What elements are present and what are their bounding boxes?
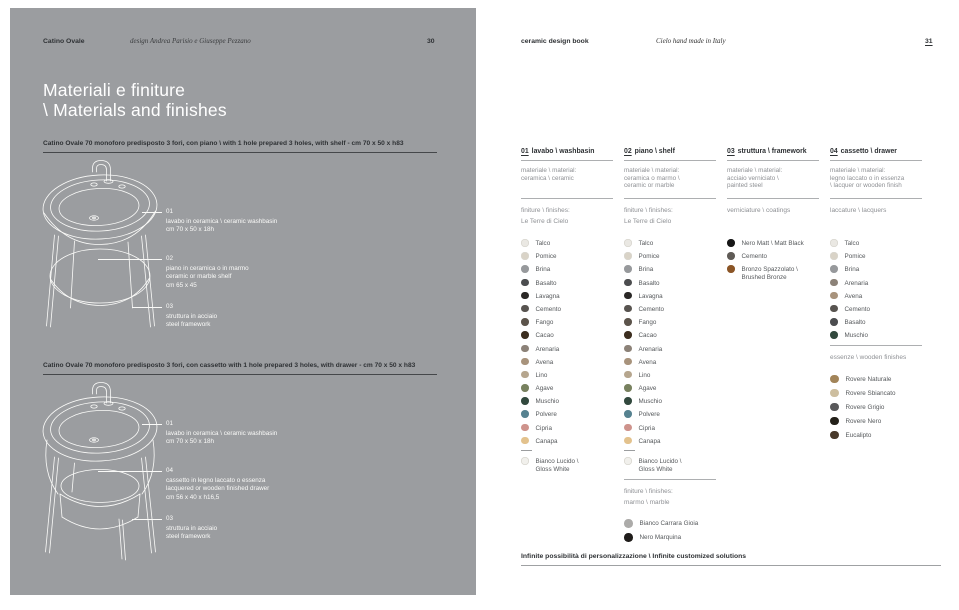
swatch-row <box>830 417 922 426</box>
swatch-row <box>727 239 819 248</box>
swatch-label: Canapa <box>638 437 661 445</box>
extra-section-heading: finiture \ finishes: marmo \ marble <box>624 488 673 506</box>
swatch-row <box>521 252 613 261</box>
color-swatch-dot <box>830 305 838 313</box>
color-swatch-dot <box>624 384 632 392</box>
annotation-number: 01 <box>166 208 174 215</box>
column-title: struttura \ framework <box>737 148 807 155</box>
swatch-label: Bronzo Spazzolato \ Brushed Bronze <box>741 266 798 282</box>
swatch-label: Cacao <box>638 332 657 340</box>
swatch-row <box>521 410 613 419</box>
annotation-03 <box>166 515 296 542</box>
swatch-list <box>830 237 922 340</box>
swatch-label: Bianco Lucido \ Gloss White <box>638 458 682 473</box>
right-page-header <box>521 38 941 50</box>
color-swatch-dot <box>521 239 529 247</box>
color-swatch-dot <box>521 345 529 353</box>
swatch-label: Nero Matt \ Matt Black <box>741 240 804 247</box>
swatch-row <box>830 431 922 440</box>
annotation-text: cm 70 x 50 x 18h <box>166 438 214 446</box>
color-swatch-dot <box>624 265 632 273</box>
annotation-text: cassetto in legno laccato o essenza <box>166 476 266 484</box>
swatch-row <box>521 371 613 380</box>
column-number: 02 <box>624 148 632 155</box>
color-swatch-dot <box>521 305 529 313</box>
swatch-label: Cipria <box>535 424 552 432</box>
swatch-row <box>624 265 716 274</box>
book-title: ceramic design book <box>521 38 589 45</box>
swatch-row <box>624 533 716 542</box>
swatch-list <box>624 237 716 474</box>
swatch-label: Rovere Sbiancato <box>845 389 896 397</box>
swatch-label: Bianco Carrara Gioia <box>639 520 699 527</box>
extra-swatch-list <box>830 373 922 440</box>
swatch-label: Polvere <box>535 411 557 419</box>
color-swatch-dot <box>521 252 529 260</box>
color-swatch-dot <box>624 371 632 379</box>
swatch-label: Arenaria <box>844 279 869 287</box>
swatch-label: Brina <box>844 266 860 274</box>
swatch-label: Cemento <box>535 305 562 313</box>
swatch-divider <box>624 450 635 451</box>
leader-line <box>98 471 162 472</box>
swatch-row <box>521 279 613 288</box>
swatch-label: Rovere Naturale <box>845 375 892 383</box>
color-swatch-dot <box>830 279 838 287</box>
color-swatch-dot <box>624 358 632 366</box>
color-swatch-dot <box>830 417 839 426</box>
swatch-row <box>830 403 922 412</box>
color-swatch-dot <box>830 318 838 326</box>
color-swatch-dot <box>624 279 632 287</box>
leader-line <box>142 424 162 425</box>
color-swatch-dot <box>624 239 632 247</box>
swatch-label: Nero Marquina <box>639 534 682 541</box>
swatch-label: Talco <box>638 240 654 247</box>
annotation-03 <box>166 303 296 330</box>
swatch-label: Arenaria <box>638 345 663 353</box>
swatch-row <box>624 437 716 446</box>
annotation-01 <box>166 420 296 447</box>
swatch-label: Rovere Nero <box>845 417 882 425</box>
swatch-row <box>830 331 922 340</box>
color-swatch-dot <box>624 397 632 405</box>
swatch-row <box>624 410 716 419</box>
swatch-row <box>521 457 613 474</box>
swatch-row <box>830 375 922 384</box>
color-swatch-dot <box>624 424 632 432</box>
swatch-divider <box>521 450 532 451</box>
swatch-label: Lino <box>638 371 651 379</box>
page-title-line2: \ Materials and finishes <box>43 100 227 120</box>
swatch-row <box>624 384 716 393</box>
swatch-label: Muschio <box>844 332 868 340</box>
annotation-text: cm 65 x 45 <box>166 281 197 289</box>
color-swatch-dot <box>624 318 632 326</box>
column-header <box>830 148 922 161</box>
annotation-text: steel framework <box>166 321 211 329</box>
swatch-label: Brina <box>535 266 551 274</box>
color-swatch-dot <box>521 265 529 273</box>
swatch-list <box>521 237 613 474</box>
swatch-row <box>624 318 716 327</box>
swatch-row <box>830 239 922 248</box>
column-number: 03 <box>727 148 735 155</box>
swatch-row <box>624 519 716 528</box>
swatch-row <box>521 265 613 274</box>
finish-heading: laccature \ lacquers <box>830 207 887 214</box>
color-swatch-dot <box>521 424 529 432</box>
annotation-02 <box>166 255 296 290</box>
page-number-right: 31 <box>925 38 933 45</box>
swatch-row <box>624 345 716 354</box>
color-swatch-dot <box>727 252 735 260</box>
swatch-label: Avena <box>638 358 657 366</box>
swatch-row <box>521 305 613 314</box>
section-caption-shelf: Catino Ovale 70 monoforo predisposto 3 fori, con piano \ with 1 hole prepared 3 holes, with shelf - cm 70 x 50 x h83 <box>43 140 437 153</box>
color-swatch-dot <box>521 410 529 418</box>
annotation-04 <box>166 467 296 502</box>
swatch-label: Bianco Lucido \ Gloss White <box>535 458 579 473</box>
annotation-number: 04 <box>166 467 174 474</box>
swatch-label: Lavagna <box>638 292 663 300</box>
swatch-label: Pomice <box>535 253 557 261</box>
product-name: Catino Ovale <box>43 38 85 45</box>
swatch-row <box>521 384 613 393</box>
annotation-text: steel framework <box>166 533 211 541</box>
swatch-label: Canapa <box>535 437 558 445</box>
column-header <box>521 148 613 161</box>
swatch-label: Basalto <box>844 319 866 327</box>
material-description: materiale \ material: ceramica \ ceramic <box>521 161 613 199</box>
swatch-row <box>830 292 922 301</box>
washbasin-with-drawer-line-drawing <box>38 380 163 570</box>
swatch-row <box>624 371 716 380</box>
finish-column-01 <box>521 148 613 478</box>
color-swatch-dot <box>830 252 838 260</box>
left-page-header <box>43 38 467 50</box>
color-swatch-dot <box>521 358 529 366</box>
annotation-number: 03 <box>166 303 174 310</box>
leader-line <box>132 519 162 520</box>
color-swatch-dot <box>624 457 632 465</box>
finish-column-04 <box>830 148 922 445</box>
color-swatch-dot <box>830 265 838 273</box>
column-header <box>624 148 716 161</box>
material-description: materiale \ material: legno laccato o in essenza \ lacquer or wooden finish <box>830 161 922 199</box>
finish-heading: finiture \ finishes: Le Terre di Cielo <box>521 207 570 225</box>
swatch-row <box>624 397 716 406</box>
swatch-label: Lino <box>535 371 548 379</box>
annotation-text: cm 56 x 40 x h16,5 <box>166 493 220 501</box>
column-number: 04 <box>830 148 838 155</box>
swatch-row <box>727 265 819 282</box>
extra-section-heading: essenze \ wooden finishes <box>830 354 907 362</box>
annotation-number: 03 <box>166 515 174 522</box>
swatch-row <box>830 318 922 327</box>
swatch-row <box>830 252 922 261</box>
swatch-row <box>521 239 613 248</box>
annotation-text: piano in ceramica o in marmo <box>166 264 249 272</box>
swatch-label: Avena <box>844 292 863 300</box>
swatch-label: Muschio <box>535 398 559 406</box>
color-swatch-dot <box>830 431 839 440</box>
color-swatch-dot <box>521 279 529 287</box>
color-swatch-dot <box>521 457 529 465</box>
color-swatch-dot <box>521 437 529 445</box>
color-swatch-dot <box>521 292 529 300</box>
annotation-text: struttura in acciaio <box>166 524 218 532</box>
swatch-label: Agave <box>638 385 657 393</box>
color-swatch-dot <box>624 305 632 313</box>
swatch-row <box>521 358 613 367</box>
extra-swatch-list <box>624 517 716 542</box>
color-swatch-dot <box>624 533 633 542</box>
swatch-row <box>727 252 819 261</box>
swatch-row <box>624 457 716 474</box>
column-header <box>727 148 819 161</box>
color-swatch-dot <box>830 292 838 300</box>
swatch-label: Talco <box>844 240 860 247</box>
section-caption-drawer: Catino Ovale 70 monoforo predisposto 3 fori, con cassetto with 1 hole prepared 3 holes, with drawer - cm 70 x 50 x h83 <box>43 362 437 375</box>
annotation-text: lavabo in ceramica \ ceramic washbasin <box>166 429 278 437</box>
color-swatch-dot <box>521 331 529 339</box>
color-swatch-dot <box>727 265 735 273</box>
swatch-row <box>624 358 716 367</box>
swatch-label: Cacao <box>535 332 554 340</box>
brand-tagline: Cielo hand made in Italy <box>656 37 726 45</box>
designer-credit: design Andrea Parisio e Giuseppe Pezzano <box>130 37 251 45</box>
swatch-label: Fango <box>638 319 657 327</box>
swatch-row <box>521 437 613 446</box>
color-swatch-dot <box>624 292 632 300</box>
swatch-row <box>624 252 716 261</box>
swatch-row <box>624 292 716 301</box>
finish-column-03 <box>727 148 819 287</box>
annotation-number: 01 <box>166 420 174 427</box>
color-swatch-dot <box>830 239 838 247</box>
color-swatch-dot <box>624 252 632 260</box>
swatch-label: Polvere <box>638 411 660 419</box>
color-swatch-dot <box>830 375 839 384</box>
swatch-label: Brina <box>638 266 654 274</box>
page-title <box>43 80 227 120</box>
swatch-label: Cemento <box>741 253 768 261</box>
column-title: lavabo \ washbasin <box>531 148 595 155</box>
swatch-label: Agave <box>535 385 554 393</box>
swatch-label: Basalto <box>638 279 660 287</box>
annotation-text: cm 70 x 50 x 18h <box>166 226 214 234</box>
color-swatch-dot <box>624 437 632 445</box>
swatch-label: Cemento <box>844 305 871 313</box>
annotation-number: 02 <box>166 255 174 262</box>
finish-heading: finiture \ finishes: Le Terre di Cielo <box>624 207 673 225</box>
washbasin-with-shelf-line-drawing <box>38 158 163 348</box>
column-title: cassetto \ drawer <box>840 148 897 155</box>
swatch-row <box>521 292 613 301</box>
swatch-row <box>521 331 613 340</box>
material-description: materiale \ material: ceramica o marmo \ ceramic or marble <box>624 161 716 199</box>
swatch-row <box>624 331 716 340</box>
leader-line <box>132 307 162 308</box>
swatch-label: Talco <box>535 240 551 247</box>
color-swatch-dot <box>521 318 529 326</box>
swatch-row <box>521 318 613 327</box>
annotation-text: ceramic or marble shelf <box>166 273 232 281</box>
swatch-row <box>624 424 716 433</box>
swatch-row <box>521 424 613 433</box>
annotation-01 <box>166 208 296 235</box>
swatch-row <box>830 279 922 288</box>
leader-line <box>142 212 162 213</box>
swatch-label: Basalto <box>535 279 557 287</box>
customization-note: Infinite possibilità di personalizzazione \ Infinite customized solutions <box>521 553 941 566</box>
column-number: 01 <box>521 148 529 155</box>
swatch-label: Arenaria <box>535 345 560 353</box>
swatch-label: Pomice <box>844 253 866 261</box>
finish-heading: verniciature \ coatings <box>727 207 791 214</box>
page-title-line1: Materiali e finiture <box>43 80 186 100</box>
annotation-text: lavabo in ceramica \ ceramic washbasin <box>166 217 278 225</box>
swatch-label: Avena <box>535 358 554 366</box>
swatch-row <box>830 305 922 314</box>
swatch-row <box>830 265 922 274</box>
swatch-row <box>624 305 716 314</box>
color-swatch-dot <box>521 371 529 379</box>
swatch-row <box>624 239 716 248</box>
color-swatch-dot <box>830 389 839 398</box>
swatch-label: Muschio <box>638 398 662 406</box>
finish-column-02 <box>624 148 716 547</box>
swatch-row <box>624 279 716 288</box>
annotation-text: lacquered or wooden finished drawer <box>166 485 270 493</box>
color-swatch-dot <box>830 403 839 412</box>
color-swatch-dot <box>830 331 838 339</box>
swatch-label: Fango <box>535 319 554 327</box>
color-swatch-dot <box>521 397 529 405</box>
swatch-label: Rovere Grigio <box>845 403 885 411</box>
color-swatch-dot <box>624 331 632 339</box>
swatch-label: Cipria <box>638 424 655 432</box>
color-swatch-dot <box>624 345 632 353</box>
swatch-list <box>727 237 819 282</box>
color-swatch-dot <box>624 410 632 418</box>
swatch-row <box>521 397 613 406</box>
annotation-text: struttura in acciaio <box>166 312 218 320</box>
swatch-label: Eucalipto <box>845 431 872 439</box>
swatch-label: Pomice <box>638 253 660 261</box>
color-swatch-dot <box>727 239 735 247</box>
column-title: piano \ shelf <box>634 148 675 155</box>
material-description: materiale \ material: acciaio verniciato \ painted steel <box>727 161 819 199</box>
swatch-row <box>521 345 613 354</box>
color-swatch-dot <box>521 384 529 392</box>
swatch-label: Cemento <box>638 305 665 313</box>
swatch-label: Lavagna <box>535 292 560 300</box>
page-number-left: 30 <box>427 38 435 45</box>
leader-line <box>98 259 162 260</box>
color-swatch-dot <box>624 519 633 528</box>
swatch-row <box>830 389 922 398</box>
